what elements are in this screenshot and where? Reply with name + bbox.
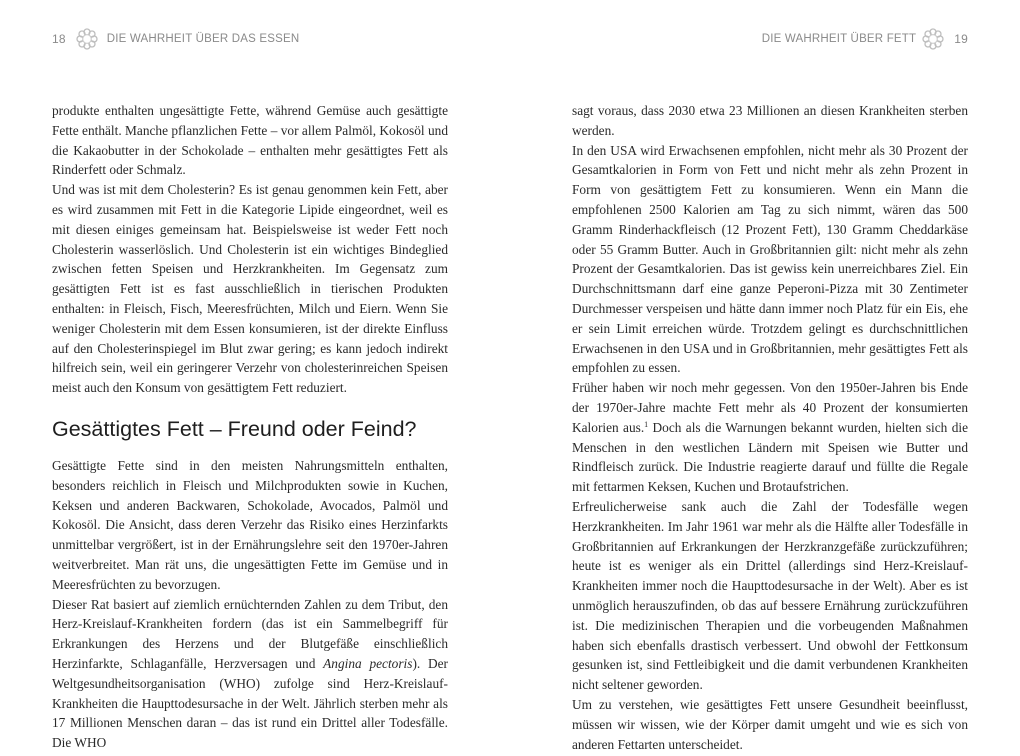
left-running-head-title: DIE WAHRHEIT ÜBER DAS ESSEN [106,33,300,45]
paragraph-text: Früher haben wir noch mehr gegessen. Von den 1950er-Jahren bis Ende der 1970er-Jahre machte Fett mehr als 40 Prozent der konsumierten Kalorien aus. [572,380,968,435]
left-page-body [52,101,448,753]
right-running-head-title: DIE WAHRHEIT ÜBER FETT [761,33,917,45]
paragraph: Und was ist mit dem Cholesterin? Es ist genau genommen kein Fett, aber es wird zusammen mit Fett in die Kategorie Lipide eingeordnet, weil es mit diesen einiges gemeinsam hat. Beispielsweise ist weder Fett noch Cholesterin wasserlöslich. Und Cholesterin ist ein wichtiges Bindeglied zwischen fetten Speisen und Herzkrankheiten. Im Gegensatz zum gesättigten Fett ist es fast ausschließlich in tierischen Produkten enthalten: in Fleisch, Fisch, Meeresfrüchten, Milch und Eiern. Wenn Sie weniger Cholesterin mit dem Essen konsumieren, ist der direkte Einfluss auf den Cholesterinspiegel im Blut zwar gering; es kann jedoch indirekt hilfreich sein, weil ein geringerer Verzehr von cholesterinreichen Speisen meist auch den Konsum von gesättigtem Fett reduziert. [52,182,448,396]
paragraph [52,595,448,753]
paragraph: In den USA wird Erwachsenen empfohlen, nicht mehr als 30 Prozent der Gesamtkalorien in Form von Fett und nicht mehr als zehn Prozent in Form von gesättigtem Fett zu konsumieren. Wenn ein Mann die empfohlenen 2500 Kalorien am Tag zu sich nimmt, wären das 500 Gramm Rinderhackfleisch (12 Prozent Fett), 130 Gramm Cheddarkäse oder 55 Gramm Butter. Auch in Großbritannien gilt: nicht mehr als zehn Prozent der Gesamtkalorien. Das ist gewiss kein unerreichbares Ziel. Ein Durchschnittsmann darf eine ganze Peperoni-Pizza mit 30 Zentimeter Durchmesser verspeisen und hätte dann immer noch Platz für ein Eis, ehe er sein Limit erreichen würde. Trotzdem gelingt es durchschnittlichen Erwachsenen in den USA und in Großbritannien, mehr gesättigtes Fett als empfohlen zu essen. [572,142,968,376]
paragraph: Erfreulicherweise sank auch die Zahl der Todesfälle wegen Herzkrankheiten. Im Jahr 1961 war mehr als die Hälfte aller Todesfälle in Großbritannien auf Erkrankungen der Herzkranzgefäße zurückzuführen; heute ist es weniger als ein Drittel (allerdings sind Herz-Kreislauf-Krankheiten immer noch die Haupttodesursache in der Welt). Aber es ist unmöglich herauszufinden, ob das auf bessere Ernährung zurückzuführen ist. Die medizinischen Therapien und die vorbeugenden Maßnahmen haben sich ebenfalls drastisch verbessert. Und obwohl der Fettkonsum gesunken ist, sind Fettleibigkeit und die damit verbundenen Krankheiten nicht seltener geworden. [572,498,968,693]
paragraph-text: ). Der Weltgesundheitsorganisation (WHO) zufolge sind Herz-Kreislauf-Krankheiten die Haupttodesursache in der Welt. Jährlich sterben mehr als 17 Millionen Menschen daran – das ist rund ein Drittel aller Todesfälle. Die WHO [52,655,449,751]
paragraph: Gesättigte Fette sind in den meisten Nahrungsmitteln enthalten, besonders reichlich in Fleisch und Milchprodukten sowie in Kuchen, Keksen und anderen Backwaren, Schokolade, Avocados, Palmöl und Kokosöl. Die Ansicht, dass deren Verzehr das Risiko eines Herzinfarkts unmittelbar vergrößert, ist in der Ernährungslehre seit den 1970er-Jahren weitverbreitet. Man rät uns, die ungesättigten Fette im Gemüse und in Meeresfrüchten zu bevorzugen. [52,457,448,592]
left-running-header [52,28,299,50]
right-running-header [762,28,968,50]
right-page-body [572,101,968,754]
paragraph: produkte enthalten ungesättigte Fette, während Gemüse auch gesättigte Fette enthält. Manche pflanzlichen Fette – vor allem Palmöl, Kokosöl und die Kakaobutter in der Schokolade – enthalten mehr gesättigtes Fett als Rinderfett oder Schmalz. [52,103,448,178]
section-heading: Gesättigtes Fett – Freund oder Feind? [52,416,417,441]
paragraph: sagt voraus, dass 2030 etwa 23 Millionen an diesen Krankheiten sterben werden. [572,103,968,138]
italic-term: Angina pectoris [323,655,413,671]
flower-ring-logo-icon [76,28,98,50]
flower-ring-logo-icon [922,28,944,50]
right-page [510,0,1020,756]
paragraph: Um zu verstehen, wie gesättigtes Fett unsere Gesundheit beeinflusst, müssen wir wissen, wie der Körper damit umgeht und wie es sich von anderen Fettarten unterscheidet. [572,696,968,752]
right-page-number: 19 [954,32,968,46]
footnote-reference[interactable]: 1 [644,419,649,429]
paragraph [572,378,968,497]
paragraph-text: Dieser Rat basiert auf ziemlich ernüchternden Zahlen zu dem Tribut, den Herz-Kreislauf-Krankheiten fordern (das ist ein Sammelbegriff für Erkrankungen des Herzens und der Blutgefäße einschließlich Herzinfarkte, Schlaganfälle, Herzversagen und [52,596,448,671]
left-page-number: 18 [52,32,66,46]
paragraph-text: Doch als die Warnungen bekannt wurden, hielten sich die Menschen in den westlichen Ländern mit Speisen wie Butter und Rindfleisch zurück. Die Industrie reagierte darauf und füllte die Regale mit fettarmen Keksen, Kuchen und Brotaufstrichen. [572,419,968,495]
